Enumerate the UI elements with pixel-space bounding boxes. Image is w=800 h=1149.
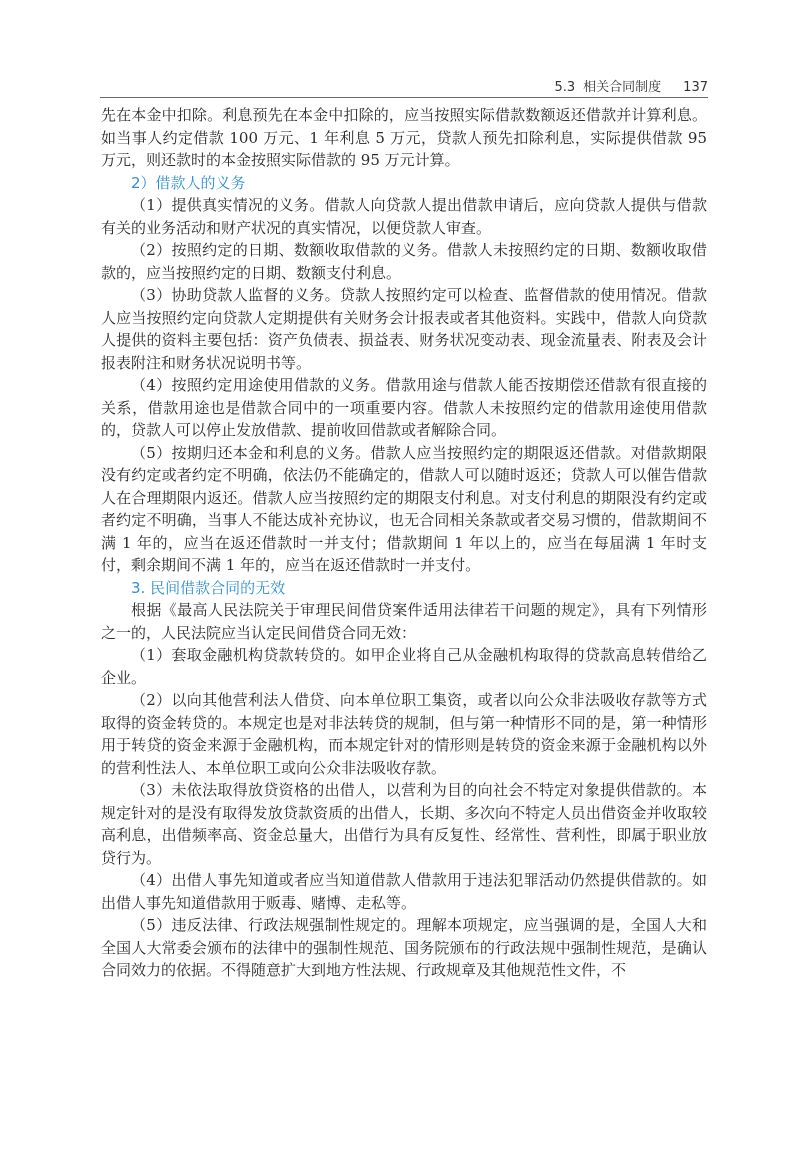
header-rule — [100, 97, 708, 98]
paragraph-obligation-2: （2）按照约定的日期、数额收取借款的义务。借款人未按照约定的日期、数额收取借款的，应当按照约定的日期、数额支付利息。 — [101, 241, 707, 282]
paragraph-invalidity-2: （2）以向其他营利法人借贷、向本单位职工集资，或者以向公众非法吸收存款等方式取得的资金转贷的。本规定也是对非法转贷的规制，但与第一种情形不同的是，第一种情形用于转贷的资金来源于金融机构，而本规定针对的情形则是转贷的资金来源于金融机构以外的营利性法人、本单位职工或向公众非法吸收存款。 — [101, 691, 707, 777]
page-body — [101, 104, 707, 982]
paragraph-invalidity-4: （4）出借人事先知道或者应当知道借款人借款用于违法犯罪活动仍然提供借款的。如出借人事先知道借款用于贩毒、赌博、走私等。 — [101, 871, 707, 912]
paragraph-obligation-4: （4）按照约定用途使用借款的义务。借款用途与借款人能否按期偿还借款有很直接的关系，借款用途也是借款合同中的一项重要内容。借款人未按照约定的借款用途使用借款的，贷款人可以停止发放借款、提前收回借款或者解除合同。 — [101, 376, 707, 439]
heading-invalidity: 3. 民间借款合同的无效 — [131, 578, 286, 597]
paragraph-invalidity-intro: 根据《最高人民法院关于审理民间借贷案件适用法律若干问题的规定》，具有下列情形之一的，人民法院应当认定民间借贷合同无效： — [101, 601, 707, 642]
page-number: 137 — [683, 80, 708, 95]
section-number: 5.3 — [554, 80, 576, 95]
paragraph-obligation-3: （3）协助贷款人监督的义务。贷款人按照约定可以检查、监督借款的使用情况。借款人应当按照约定向贷款人定期提供有关财务会计报表或者其他资料。实践中，借款人向贷款人提供的资料主要包括：资产负债表、损益表、财务状况变动表、现金流量表、附表及会计报表附注和财务状况说明书等。 — [101, 286, 707, 372]
paragraph-obligation-1: （1）提供真实情况的义务。借款人向贷款人提出借款申请后，应向贷款人提供与借款有关的业务活动和财产状况的真实情况，以便贷款人审查。 — [101, 196, 707, 237]
paragraph-continued: 先在本金中扣除。利息预先在本金中扣除的，应当按照实际借款数额返还借款并计算利息。如当事人约定借款 100 万元、1 年利息 5 万元，贷款人预先扣除利息，实际提供借款 95 万元，则还款时的本金按照实际借款的 95 万元计算。 — [101, 106, 707, 169]
paragraph-obligation-5: （5）按期归还本金和利息的义务。借款人应当按照约定的期限返还借款。对借款期限没有约定或者约定不明确，依法仍不能确定的，借款人可以随时返还；贷款人可以催告借款人在合理期限内返还。借款人应当按照约定的期限支付利息。对支付利息的期限没有约定或者约定不明确，当事人不能达成补充协议，也无合同相关条款或者交易习惯的，借款期间不满 1 年的，应当在返还借款时一并支付；借款期间 1 年以上的，应当在每届满 1 年时支付，剩余期间不满 1 年的，应当在返还借款时一并支付。 — [101, 443, 707, 574]
paragraph-invalidity-3: （3）未依法取得放贷资格的出借人，以营利为目的向社会不特定对象提供借款的。本规定针对的是没有取得发放贷款资质的出借人，长期、多次向不特定人员出借资金并收取较高利息，出借频率高、资金总量大，出借行为具有反复性、经常性、营利性，即属于职业放贷行为。 — [101, 781, 707, 867]
running-header — [554, 76, 708, 95]
paragraph-invalidity-1: （1）套取金融机构贷款转贷的。如甲企业将自己从金融机构取得的贷款高息转借给乙企业。 — [101, 646, 707, 687]
subheading-borrower-obligations: 2）借款人的义务 — [131, 173, 246, 192]
section-title: 相关合同制度 — [583, 80, 662, 95]
paragraph-invalidity-5: （5）违反法律、行政法规强制性规定的。理解本项规定，应当强调的是，全国人大和全国人大常委会颁布的法律中的强制性规范、国务院颁布的行政法规中强制性规范，是确认合同效力的依据。不得随意扩大到地方性法规、行政规章及其他规范性文件，不 — [101, 916, 707, 979]
